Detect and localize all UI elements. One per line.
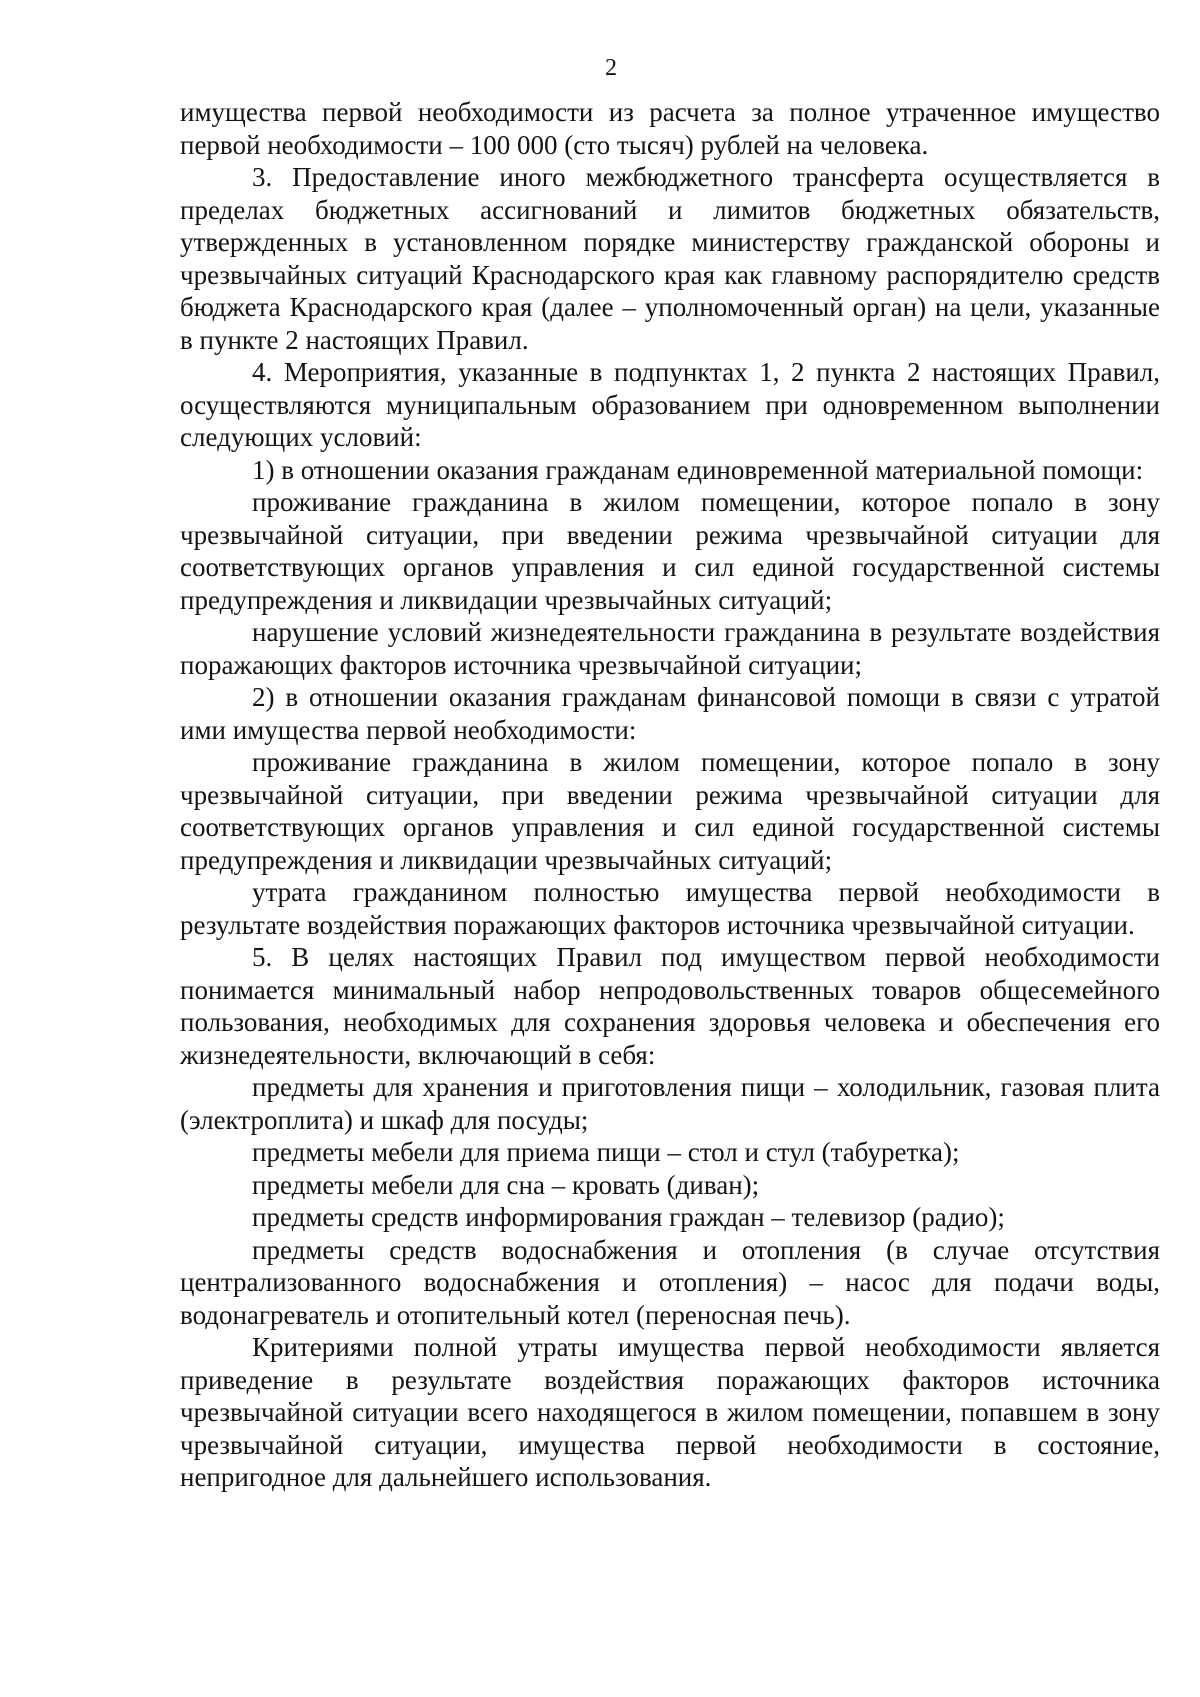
paragraph-item-5: 5. В целях настоящих Правил под имуществом первой необходимости понимается минимальный набор непродовольственных товаров общесемейного пользования, необходимых для сохранения здоровья человека и обеспечения его жизнедеятельности, включающий в себя: (180, 942, 1160, 1070)
list-item-sleeping-furniture: предметы мебели для сна – кровать (диван); (252, 1169, 760, 1200)
document-body (180, 96, 1160, 1494)
condition-residence-2: проживание гражданина в жилом помещении, которое попало в зону чрезвычайной ситуации, при введении режима чрезвычайной ситуации для соответствующих органов управления и сил единой государственной системы предупреждения и ликвидации чрезвычайных ситуаций; (180, 747, 1160, 875)
list-item-dining-furniture: предметы мебели для приема пищи – стол и стул (табуретка); (252, 1137, 960, 1167)
list-item-food-storage: предметы для хранения и приготовления пищи – холодильник, газовая плита (электроплита) и шкаф для посуды; (180, 1072, 1160, 1135)
paragraph-loss-criteria: Критериями полной утраты имущества первой необходимости является приведение в результате воздействия поражающих факторов источника чрезвычайной ситуации всего находящегося в жилом помещении, попавшем в зону чрезвычайной ситуации, имущества первой необходимости в состояние, непригодное для дальнейшего использования. (180, 1332, 1160, 1492)
page-number: 2 (605, 55, 617, 81)
condition-living-disruption: нарушение условий жизнедеятельности гражданина в результате воздействия поражающих факторов источника чрезвычайной ситуации; (180, 617, 1160, 680)
condition-residence-1: проживание гражданина в жилом помещении, которое попало в зону чрезвычайной ситуации, при введении режима чрезвычайной ситуации для соответствующих органов управления и сил единой государственной системы предупреждения и ликвидации чрезвычайных ситуаций; (180, 487, 1160, 615)
condition-property-loss: утрата гражданином полностью имущества первой необходимости в результате воздействия поражающих факторов источника чрезвычайной ситуации. (180, 877, 1160, 940)
list-item-water-heating: предметы средств водоснабжения и отопления (в случае отсутствия централизованного водоснабжения и отопления) – насос для подачи воды, водонагреватель и отопительный котел (переносная печь). (180, 1234, 1160, 1330)
subparagraph-2: 2) в отношении оказания гражданам финансовой помощи в связи с утратой ими имущества первой необходимости: (180, 682, 1160, 745)
paragraph-item-3: 3. Предоставление иного межбюджетного трансферта осуществляется в пределах бюджетных ассигнований и лимитов бюджетных обязательств, утвержденных в установленном порядке министерству гражданской обороны и чрезвычайных ситуаций Краснодарского края как главному распорядителю средств бюджета Краснодарского края (далее – уполномоченный орган) на цели, указанные в пункте 2 настоящих Правил. (180, 162, 1160, 355)
paragraph-continuation: имущества первой необходимости из расчета за полное утраченное имущество первой необходимости – 100 000 (сто тысяч) рублей на человека. (180, 97, 1160, 160)
subparagraph-1: 1) в отношении оказания гражданам единовременной материальной помощи: (252, 454, 1144, 485)
list-item-information-devices: предметы средств информирования граждан – телевизор (радио); (252, 1202, 1005, 1232)
paragraph-item-4: 4. Мероприятия, указанные в подпунктах 1, 2 пункта 2 настоящих Правил, осуществляются муниципальным образованием при одновременном выполнении следующих условий: (180, 357, 1160, 452)
